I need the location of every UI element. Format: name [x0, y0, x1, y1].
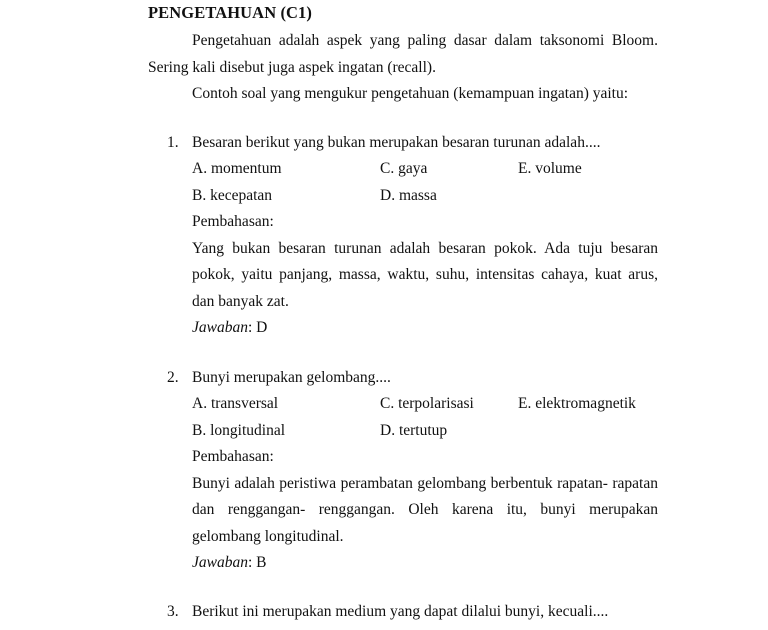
option-2-d[interactable]: D. tertutup [380, 421, 448, 439]
option-2-a[interactable]: A. transversal [192, 395, 279, 412]
answer-value-1: D [256, 319, 268, 336]
option-1-d[interactable]: D. massa [380, 186, 437, 204]
question-block-3 [148, 599, 658, 626]
option-list-2 [192, 391, 658, 444]
option-2-c[interactable]: C. terpolarisasi [380, 395, 474, 412]
document-content [148, 0, 658, 625]
question-stem-2: Bunyi merupakan gelombang.... [192, 368, 391, 386]
answer-line-1 [192, 315, 658, 342]
explanation-text-1: Yang bukan besaran turunan adalah besaran pokok. Ada tuju besaran pokok, yaitu panjang, massa, waktu, suhu, intensitas cahaya, kuat arus, dan banyak zat. [192, 239, 658, 310]
option-row-2-bottom [192, 418, 658, 445]
option-1-b[interactable]: B. kecepatan [192, 186, 273, 204]
option-row-1-top [192, 156, 658, 183]
answer-label-2: Jawaban [192, 554, 248, 571]
answer-line-2 [192, 550, 658, 577]
intro-paragraph-2: Contoh soal yang mengukur pengetahuan (kemampuan ingatan) yaitu: [192, 85, 629, 102]
option-1-c[interactable]: C. gaya [380, 160, 428, 177]
question-number-2: 2. [167, 368, 179, 386]
explanation-text-2: Bunyi adalah peristiwa perambatan gelombang berbentuk rapatan- rapatan dan renggangan- renggangan. Oleh karena itu, bunyi merupakan gelombang longitudinal. [192, 474, 658, 545]
question-block-2 [148, 365, 658, 577]
explanation-label-2: Pembahasan: [192, 448, 274, 465]
option-2-b[interactable]: B. longitudinal [192, 421, 285, 439]
question-block-1 [148, 130, 658, 342]
question-number-3: 3. [167, 602, 179, 620]
answer-label-1: Jawaban [192, 319, 248, 336]
answer-value-2: B [256, 554, 267, 571]
question-stem-1: Besaran berikut yang bukan merupakan besaran turunan adalah.... [192, 133, 601, 151]
explanation-label-1: Pembahasan: [192, 213, 274, 230]
option-1-spacer [518, 183, 658, 210]
question-stem-3: Berikut ini merupakan medium yang dapat dilalui bunyi, kecuali.... [192, 602, 609, 620]
intro-paragraph-1: Pengetahuan adalah aspek yang paling dasar dalam taksonomi Bloom. Sering kali disebut juga aspek ingatan (recall). [148, 32, 658, 76]
option-row-2-top [192, 391, 658, 418]
answer-separator-1: : [247, 319, 257, 336]
question-number-1: 1. [167, 133, 179, 151]
option-2-spacer [518, 418, 658, 445]
option-1-e[interactable]: E. volume [518, 160, 582, 177]
answer-separator-2: : [247, 554, 257, 571]
option-2-e[interactable]: E. elektromagnetik [518, 395, 636, 412]
option-list-1 [192, 156, 658, 209]
option-row-1-bottom [192, 183, 658, 210]
option-1-a[interactable]: A. momentum [192, 160, 282, 177]
page-title: PENGETAHUAN (C1) [148, 3, 312, 22]
